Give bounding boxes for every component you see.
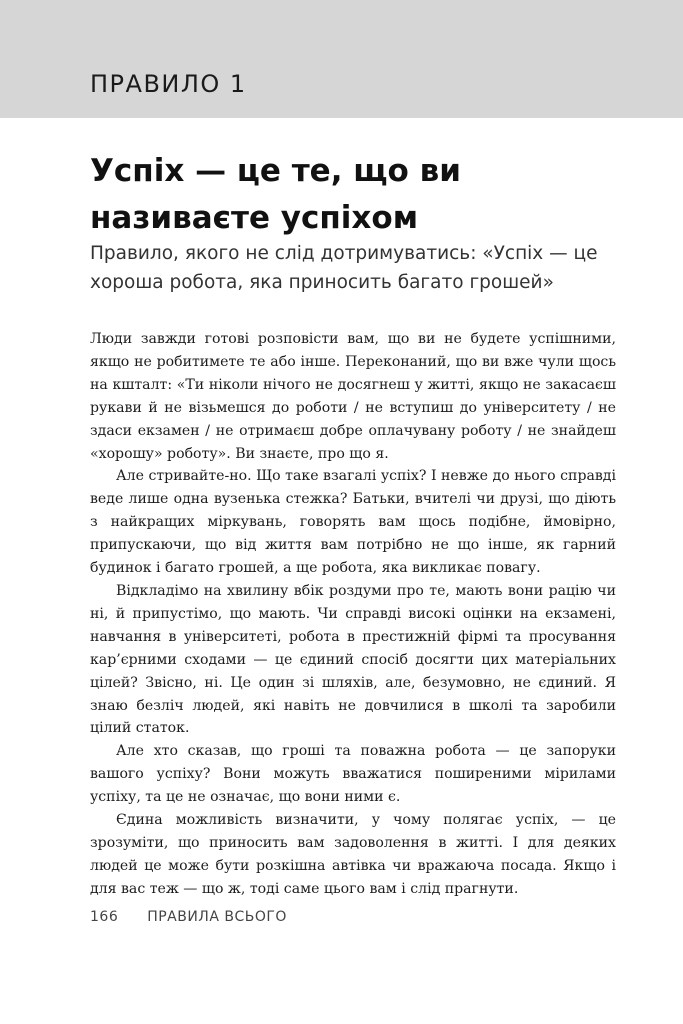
body-paragraph: Але хто сказав, що гроші та поважна робота — це запоруки вашого успіху? Вони можуть вважатися поширеними мірилами успіху, та це не означає, що вони ними є.	[90, 743, 616, 806]
page-footer	[90, 909, 287, 925]
body-paragraph: Відкладімо на хвилину вбік роздуми про те, мають вони рацію чи ні, й припустімо, що мають. Чи справді високі оцінки на екзамені, навчання в університеті, робота в престижній фірмі та просування кар’єрними сходами — це єдиний спосіб досягти цих матеріальних цілей? Звісно, ні. Це один зі шляхів, але, безумовно, не єдиний. Я знаю безліч людей, які навіть не довчилися в школі та заробили цілий статок.	[90, 582, 616, 737]
rule-label: ПРАВИЛО 1	[90, 70, 247, 98]
chapter-header-band	[0, 0, 683, 118]
chapter-title: Успіх — це те, що ви називаєте успіхом	[90, 153, 461, 236]
running-book-title: ПРАВИЛА ВСЬОГО	[147, 909, 287, 925]
body-paragraph: Але стривайте-но. Що таке взагалі успіх? І невже до нього справді веде лише одна вузенька стежка? Батьки, вчителі чи друзі, що діють з найкращих міркувань, говорять вам щось подібне, ймовірно, припускаючи, що від життя вам потрібно не що інше, як гарний будинок і багато грошей, а ще робота, яка викликає повагу.	[90, 468, 616, 577]
chapter-subtitle: Правило, якого не слід дотримуватись: «Успіх — це хороша робота, яка приносить багато грошей»	[90, 243, 598, 293]
body-text	[90, 328, 616, 901]
body-paragraph: Люди завжди готові розповісти вам, що ви не будете успішними, якщо не робитимете те або інше. Переконаний, що ви вже чули щось на кшталт: «Ти ніколи нічого не досягнеш у житті, якщо не закасаєш рукави й не візьмешся до роботи / не вступиш до університету / не здаси екзамен / не отримаєш добре оплачувану роботу / не знайдеш «хорошу» роботу». Ви знаєте, про що я.	[90, 331, 616, 462]
page-number: 166	[90, 909, 119, 925]
body-paragraph: Єдина можливість визначити, у чому полягає успіх, — це зрозуміти, що приносить вам задоволення в житті. І для деяких людей це може бути розкішна автівка чи вражаюча посада. Якщо і для вас теж — що ж, тоді саме цього вам і слід прагнути.	[90, 812, 616, 897]
